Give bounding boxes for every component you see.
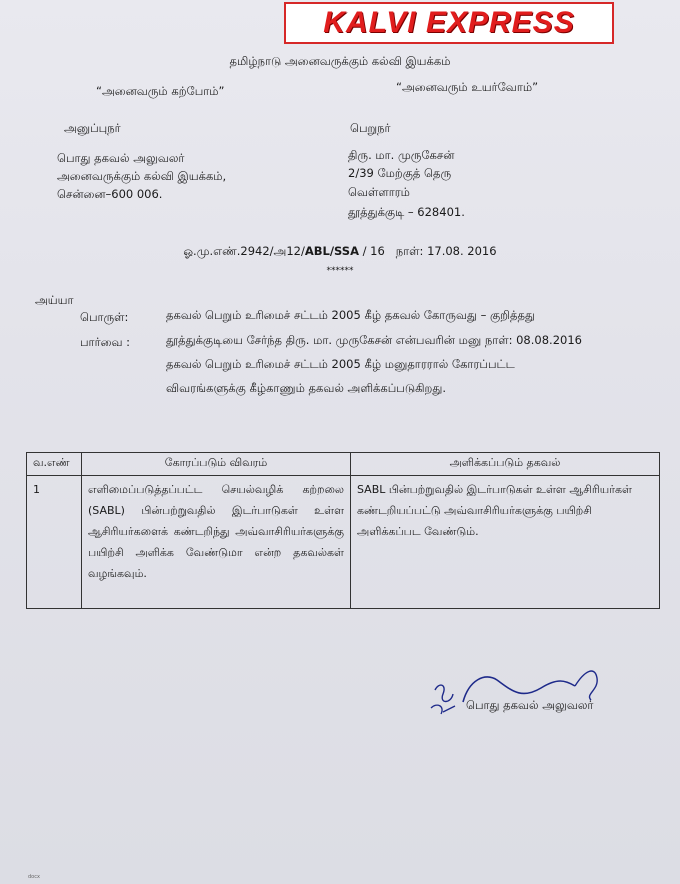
sender-line-3: சென்னை–600 006.: [57, 187, 163, 201]
rti-table: [26, 452, 660, 609]
header-response: அளிக்கப்படும் தகவல்: [351, 453, 660, 476]
separator: ******: [326, 266, 354, 276]
receiver-line-3: வெள்ளாரம்: [348, 185, 410, 199]
reference-number: [0, 244, 680, 260]
slogan-right: “அனைவரும் உயர்வோம்”: [396, 80, 539, 94]
body-line-1: தகவல் பெறும் உரிமைச் சட்டம் 2005 கீழ் மனுதாரரால் கோரப்பட்ட: [166, 357, 515, 371]
logo-text: KALVI EXPRESS: [323, 6, 575, 39]
subject-text: தகவல் பெறும் உரிமைச் சட்டம் 2005 கீழ் தகவல் கோருவது – குறித்தது: [166, 308, 536, 322]
reference-label: பார்வை :: [80, 335, 130, 349]
receiver-line-2: 2/39 மேற்குத் தெரு: [348, 166, 452, 180]
site-logo: [284, 2, 614, 44]
reference-code: ABL/SSA: [304, 244, 359, 258]
subject-label: பொருள்:: [80, 310, 129, 324]
footer-filename: docx: [28, 874, 40, 880]
signature-title: பொது தகவல் அலுவலர்: [466, 698, 594, 712]
reference-suffix: / 16 நாள்: 17.08. 2016: [358, 244, 497, 258]
row-serial: 1: [27, 476, 82, 609]
department-title: தமிழ்நாடு அனைவருக்கும் கல்வி இயக்கம்: [229, 54, 451, 68]
sender-line-1: பொது தகவல் அலுவலர்: [57, 151, 185, 165]
row-response: SABL பின்பற்றுவதில் இடர்பாடுகள் உள்ள ஆசிரியர்கள் கண்டறியப்பட்டு அவ்வாசிரியர்களுக்கு பயிற்சி அளிக்கப்பட வேண்டும்.: [351, 476, 660, 609]
reference-text: தூத்துக்குடியை சேர்ந்த திரு. மா. முருகேசன் என்பவரின் மனு நாள்: 08.08.2016: [166, 333, 582, 347]
receiver-line-1: திரு. மா. முருகேசன்: [348, 148, 455, 162]
receiver-line-4: தூத்துக்குடி – 628401.: [348, 205, 465, 219]
table-row: [27, 476, 660, 609]
reference-prefix: ஓ.மு.எண்.2942/அ12/: [183, 244, 305, 258]
body-line-2: விவரங்களுக்கு கீழ்காணும் தகவல் அளிக்கப்படுகிறது.: [166, 381, 446, 395]
header-request: கோரப்படும் விவரம்: [82, 453, 351, 476]
slogan-left: “அனைவரும் கற்போம்”: [96, 84, 225, 98]
header-serial: வ.எண்: [27, 453, 82, 476]
salutation: அய்யா: [35, 293, 74, 307]
sender-line-2: அனைவருக்கும் கல்வி இயக்கம்,: [57, 169, 227, 183]
table-header-row: [27, 453, 660, 476]
receiver-heading: பெறுநர்: [350, 121, 391, 135]
sender-heading: அனுப்புநர்: [64, 121, 121, 135]
row-request: எளிமைப்படுத்தப்பட்ட செயல்வழிக் கற்றலை (SABL) பின்பற்றுவதில் இடர்பாடுகள் உள்ள ஆசிரியர்களைக் கண்டறிந்து அவ்வாசிரியர்களுக்கு பயிற்சி அளிக்க வேண்டுமா என்ற தகவல்கள் வழங்கவும்.: [82, 476, 351, 609]
